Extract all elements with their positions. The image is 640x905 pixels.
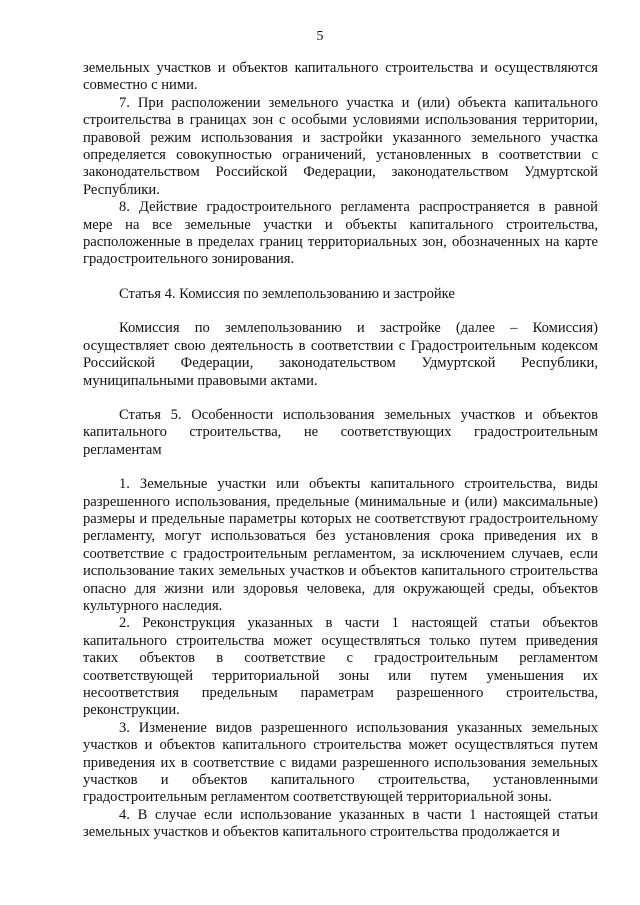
document-body bbox=[83, 60, 598, 842]
article-5-title: Статья 5. Особенности использования земельных участков и объектов капитального строительства, не соответствующих градостроительным регламентам bbox=[83, 406, 598, 458]
paragraph-7: 7. При расположении земельного участка и (или) объекта капитального строительства в границах зон с особыми условиями использования территории, правовой режим использования и застройки указанного земельного участка определяется совокупностью ограничений, установленных в соответствии с законодательством Российской Федерации, законодательством Удмуртской Республики. bbox=[83, 94, 598, 198]
article-5-paragraph-3: 3. Изменение видов разрешенного использования указанных земельных участков и объектов капитального строительства может осуществляться путем приведения их в соответствие с видами разрешенного использования земельных участков и объектов капитального строительства, установленными градостроительным регламентом соответствующей территориальной зоны. bbox=[83, 719, 598, 806]
paragraph-continuation: земельных участков и объектов капитального строительства и осуществляются совместно с ними. bbox=[83, 60, 598, 94]
article-5-paragraph-2: 2. Реконструкция указанных в части 1 настоящей статьи объектов капитального строительства может осуществляться только путем приведения таких объектов в соответствие с градостроительным регламентом соответствующей территориальной зоны или путем уменьшения их несоответствия предельным параметрам разрешенного строительства, реконструкции. bbox=[83, 615, 598, 719]
article-4-text: Комиссия по землепользованию и застройке (далее – Комиссия) осуществляет свою деятельность в соответствии с Градостроительным кодексом Российской Федерации, законодательством Удмуртской Республики, муниципальными правовыми актами. bbox=[83, 320, 598, 389]
article-4-title: Статья 4. Комиссия по землепользованию и застройке bbox=[119, 285, 455, 302]
page-number: 5 bbox=[316, 29, 324, 44]
article-5-paragraph-1: 1. Земельные участки или объекты капитального строительства, виды разрешенного использования, предельные (минимальные и (или) максимальные) размеры и предельные параметры которых не соответствуют градостроительному регламенту, могут использоваться без установления срока приведения их в соответствие с градостроительным регламентом, за исключением случаев, если использование таких земельных участков и объектов капитального строительства опасно для жизни или здоровья человека, для окружающей среды, объектов культурного наследия. bbox=[83, 476, 598, 614]
paragraph-8: 8. Действие градостроительного регламента распространяется в равной мере на все земельные участки и объекты капитального строительства, расположенные в пределах границ территориальных зон, обозначенных на карте градостроительного зонирования. bbox=[83, 199, 598, 268]
article-5-paragraph-4: 4. В случае если использование указанных в части 1 настоящей статьи земельных участков и объектов капитального строительства продолжается и bbox=[83, 806, 598, 841]
